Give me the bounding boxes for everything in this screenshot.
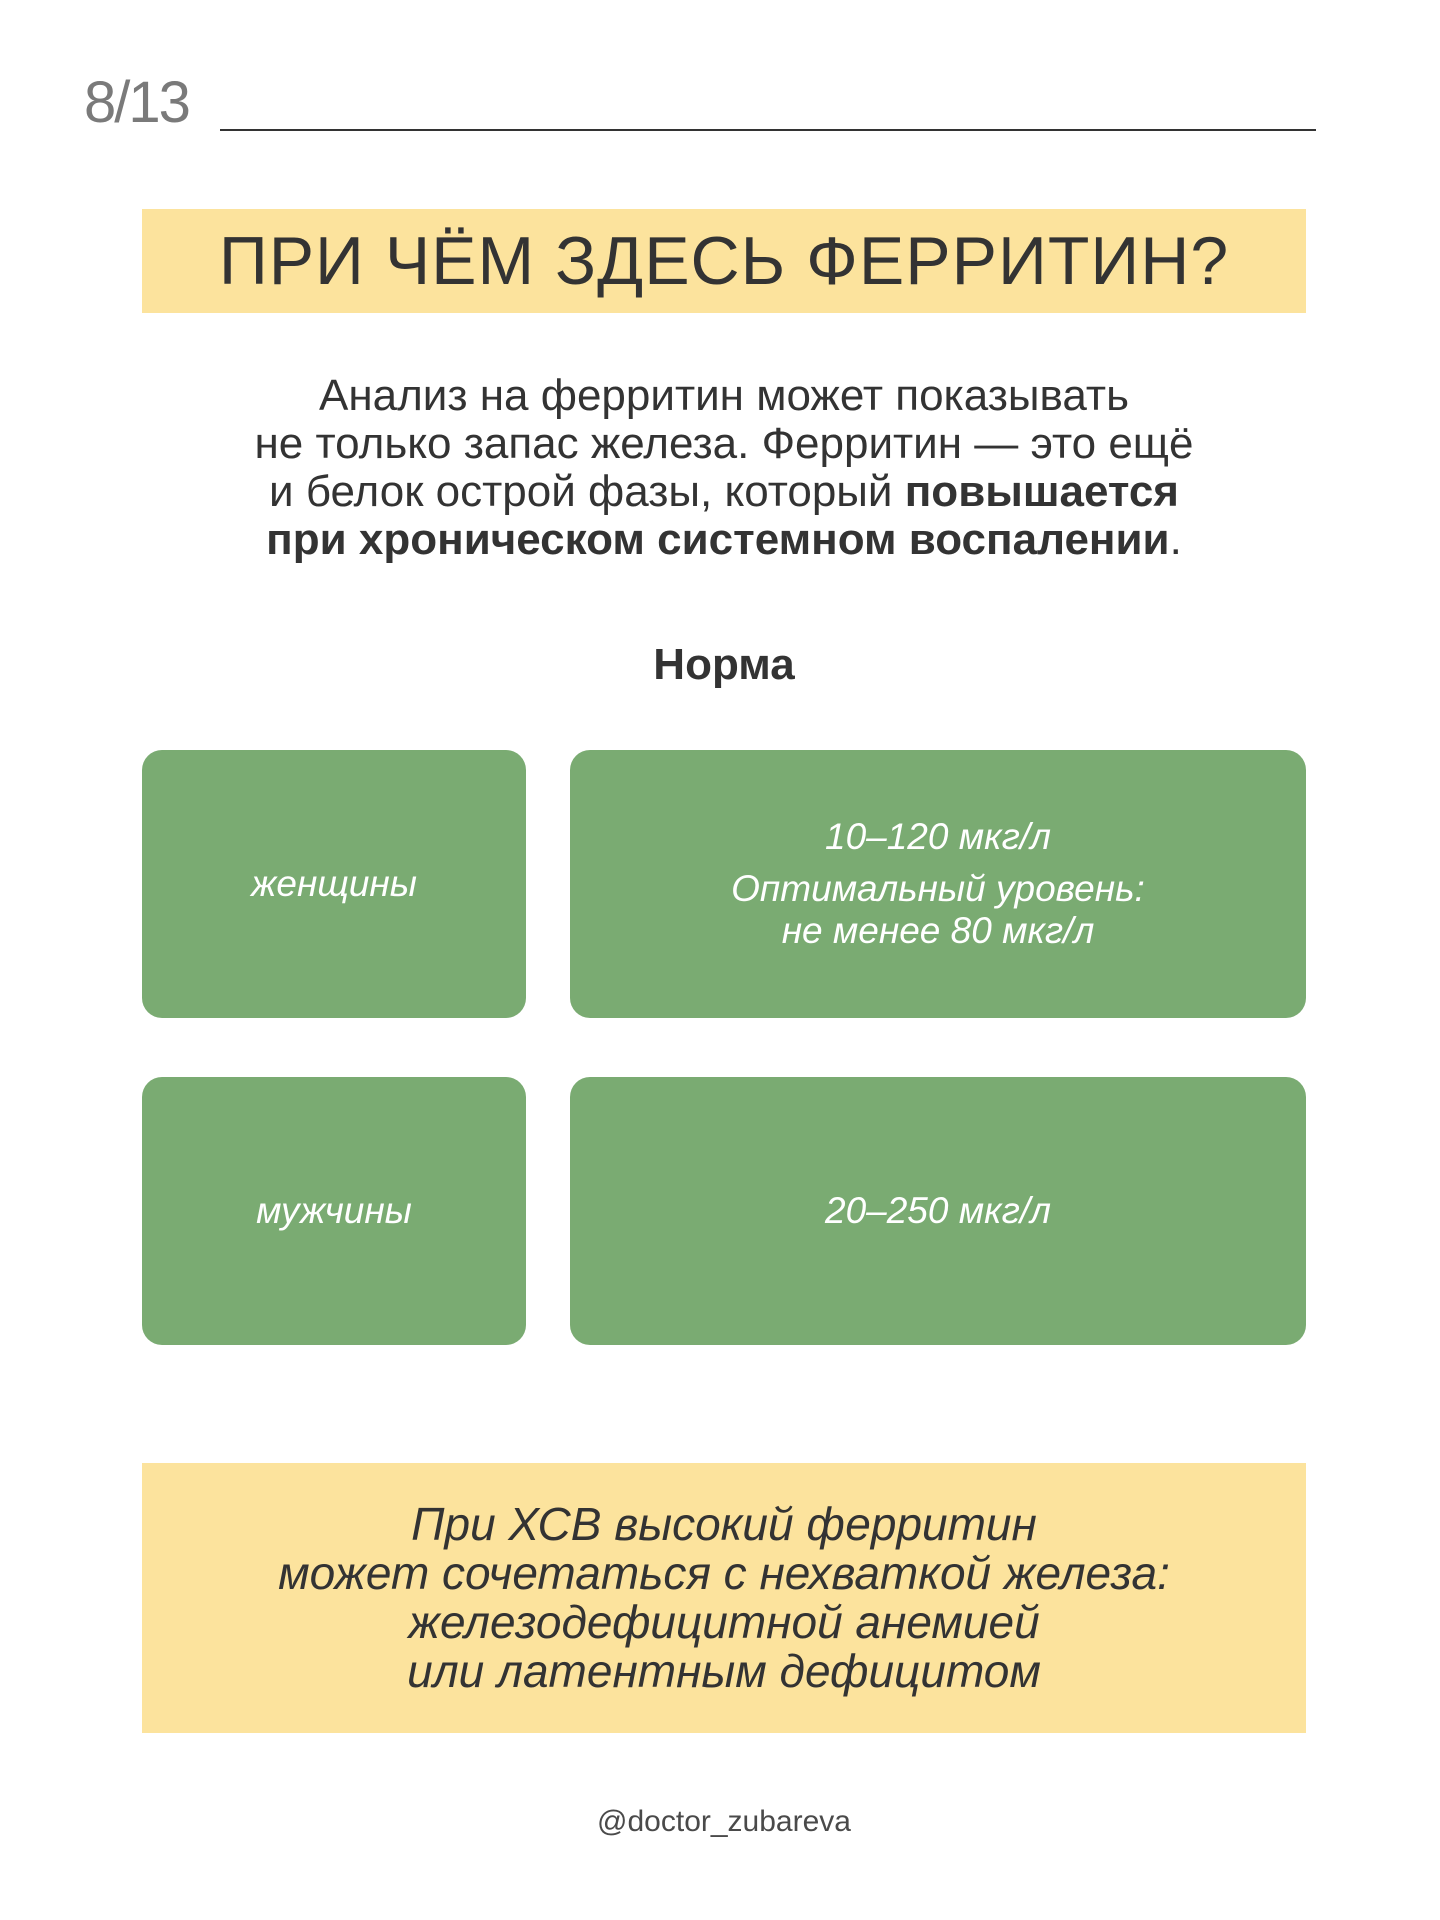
men-value-card (570, 1077, 1306, 1345)
intro-line-1: Анализ на ферритин может показывать (318, 371, 1129, 420)
page-title: ПРИ ЧЁМ ЗДЕСЬ ФЕРРИТИН? (218, 223, 1230, 299)
title-banner (142, 209, 1306, 313)
norma-heading: Норма (653, 640, 795, 689)
note-line-2: может сочетаться с нехваткой железа: (278, 1547, 1170, 1599)
note-banner (142, 1463, 1306, 1733)
intro-line-4 (142, 516, 1306, 564)
women-label: женщины (250, 863, 418, 904)
women-optimal-line-2: не менее 80 мкг/л (781, 910, 1095, 951)
top-divider-line (220, 129, 1316, 131)
note-line-4: или латентным дефицитом (407, 1645, 1041, 1697)
intro-line-3 (142, 468, 1306, 516)
intro-line-4-tail: . (1169, 515, 1182, 564)
men-label: мужчины (256, 1190, 412, 1231)
women-optimal-line-1: Оптимальный уровень: (731, 868, 1145, 909)
intro-paragraph (142, 372, 1306, 564)
page-counter: 8/13 (84, 70, 189, 135)
author-handle: @doctor_zubareva (597, 1805, 851, 1838)
intro-line-3-plain: и белок острой фазы, который (269, 467, 905, 516)
women-range: 10–120 мкг/л (825, 816, 1051, 857)
women-value-card (570, 750, 1306, 1018)
intro-line-4-bold: при хроническом системном воспалении (266, 515, 1170, 564)
men-label-card (142, 1077, 526, 1345)
intro-line-2: не только запас железа. Ферритин — это ещё (254, 419, 1194, 468)
note-line-1: При ХСВ высокий ферритин (411, 1498, 1037, 1550)
women-label-card (142, 750, 526, 1018)
note-line-3: железодефицитной анемией (408, 1596, 1040, 1648)
intro-line-3-bold: повышается (904, 467, 1179, 516)
men-range: 20–250 мкг/л (825, 1190, 1051, 1231)
